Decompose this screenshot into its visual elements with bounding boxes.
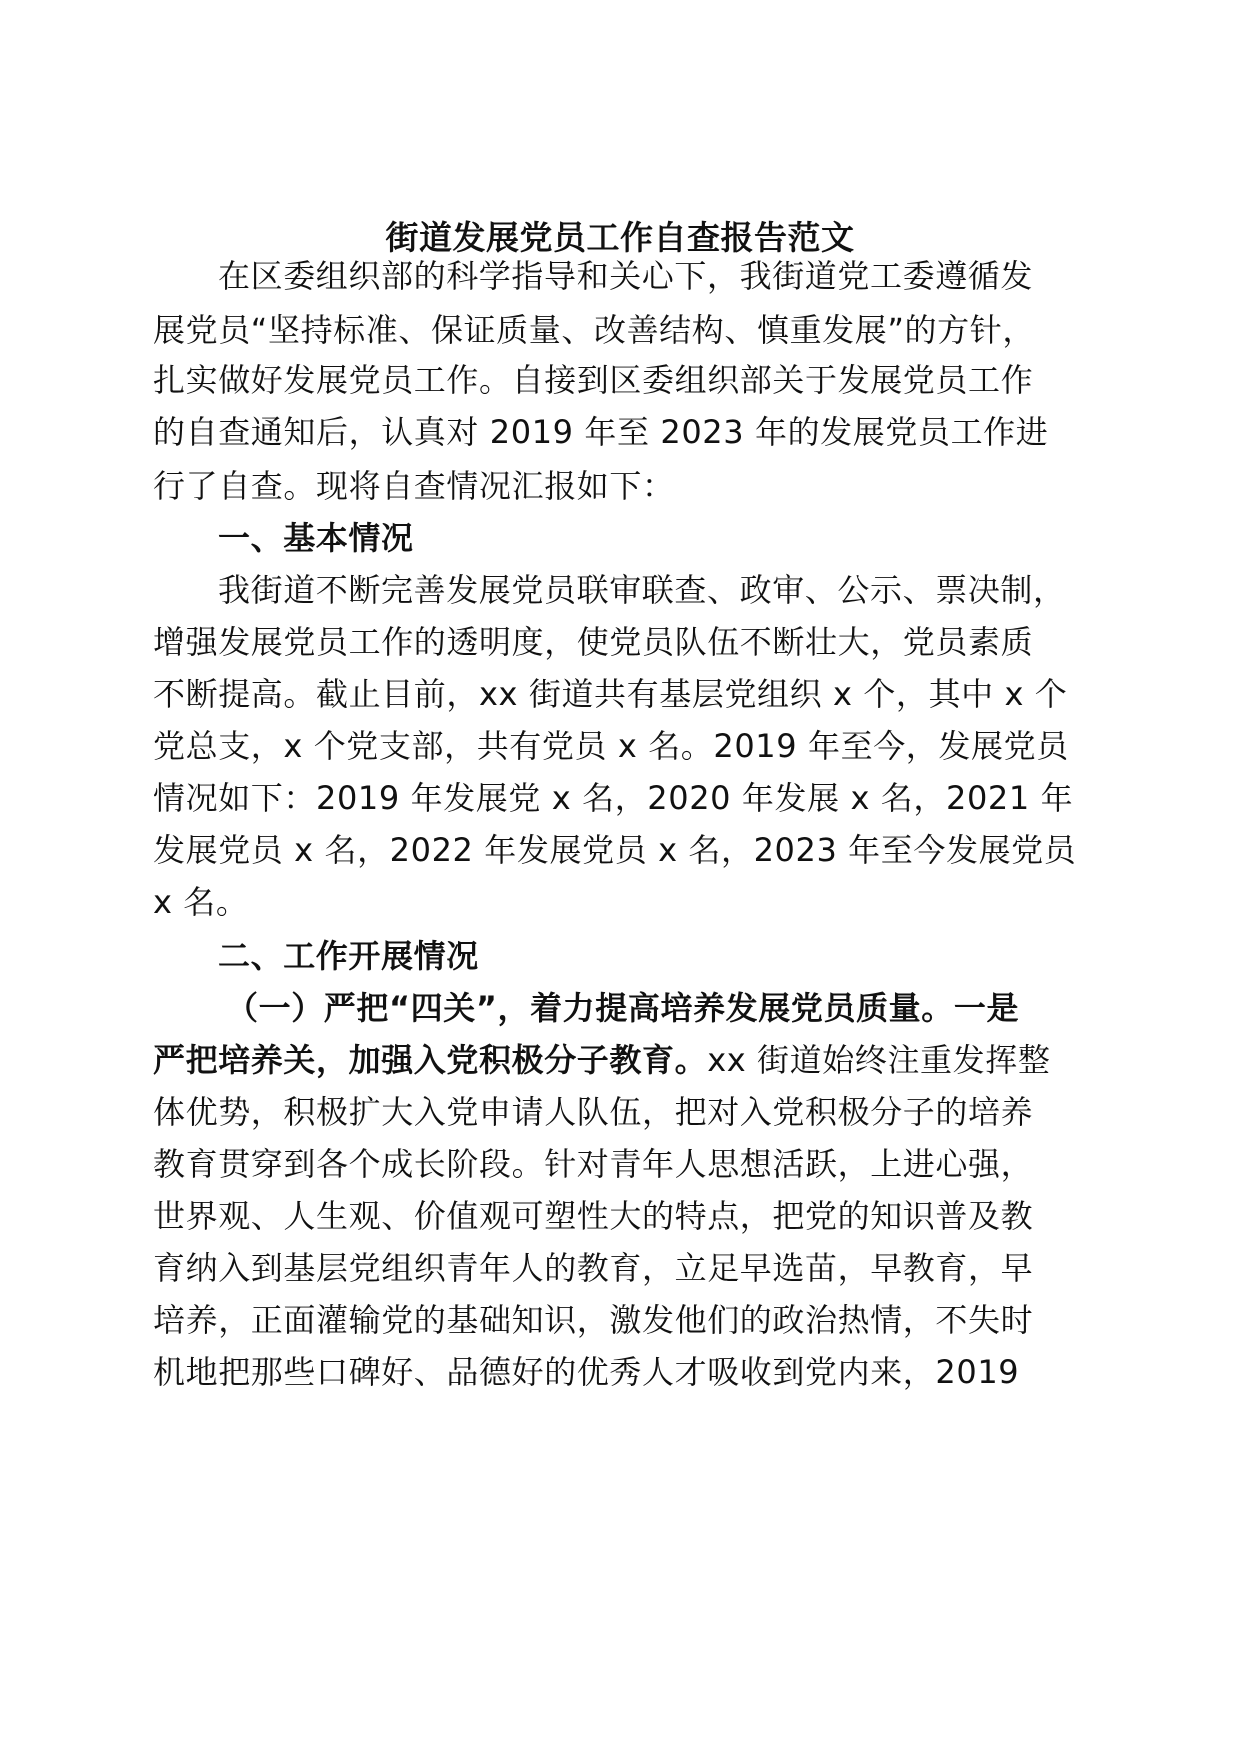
section1-line: 增强发展党员工作的透明度，使党员队伍不断壮大，党员素质 <box>153 623 1034 661</box>
section2-line: 机地把那些口碑好、品德好的优秀人才吸收到党内来，2019 <box>153 1353 1020 1391</box>
section2-line: 世界观、人生观、价值观可塑性大的特点，把党的知识普及教 <box>153 1197 1034 1235</box>
section2-line <box>153 1036 1050 1084</box>
section1-line: 发展党员 x 名，2022 年发展党员 x 名，2023 年至今发展党员 <box>153 831 1077 869</box>
body-text: xx 街道始终注重发挥整 <box>707 1041 1051 1079</box>
section1-line: 情况如下：2019 年发展党 x 名，2020 年发展 x 名，2021 年 <box>153 779 1074 817</box>
section1-line: 党总支，x 个党支部，共有党员 x 名。2019 年至今，发展党员 <box>153 727 1069 765</box>
section1-line: x 名。 <box>153 883 249 921</box>
subsection-heading: （一）严把“四关”，着力提高培养发展党员质量。一是 <box>226 989 1020 1027</box>
intro-line: 行了自查。现将自查情况汇报如下： <box>153 467 675 505</box>
section1-line: 我街道不断完善发展党员联审联查、政审、公示、票决制， <box>218 571 1066 609</box>
intro-line: 展党员“坚持标准、保证质量、改善结构、慎重发展”的方针， <box>153 311 1035 349</box>
emphasis-text: 严把培养关，加强入党积极分子教育。 <box>153 1041 708 1079</box>
section2-line: 育纳入到基层党组织青年人的教育，立足早选苗，早教育，早 <box>153 1249 1034 1287</box>
document-title: 街道发展党员工作自查报告范文 <box>385 218 855 257</box>
section-heading-work: 二、工作开展情况 <box>218 937 479 975</box>
intro-line: 扎实做好发展党员工作。自接到区委组织部关于发展党员工作 <box>153 361 1034 399</box>
intro-line: 的自查通知后，认真对 2019 年至 2023 年的发展党员工作进 <box>153 413 1049 451</box>
section2-line: 教育贯穿到各个成长阶段。针对青年人思想活跃，上进心强， <box>153 1145 1034 1183</box>
section-heading-basic: 一、基本情况 <box>218 519 414 557</box>
section2-line: 培养，正面灌输党的基础知识，激发他们的政治热情，不失时 <box>153 1301 1034 1339</box>
section2-line: 体优势，积极扩大入党申请人队伍，把对入党积极分子的培养 <box>153 1093 1034 1131</box>
section1-line: 不断提高。截止目前，xx 街道共有基层党组织 x 个，其中 x 个 <box>153 675 1068 713</box>
intro-line: 在区委组织部的科学指导和关心下，我街道党工委遵循发 <box>218 257 1034 295</box>
